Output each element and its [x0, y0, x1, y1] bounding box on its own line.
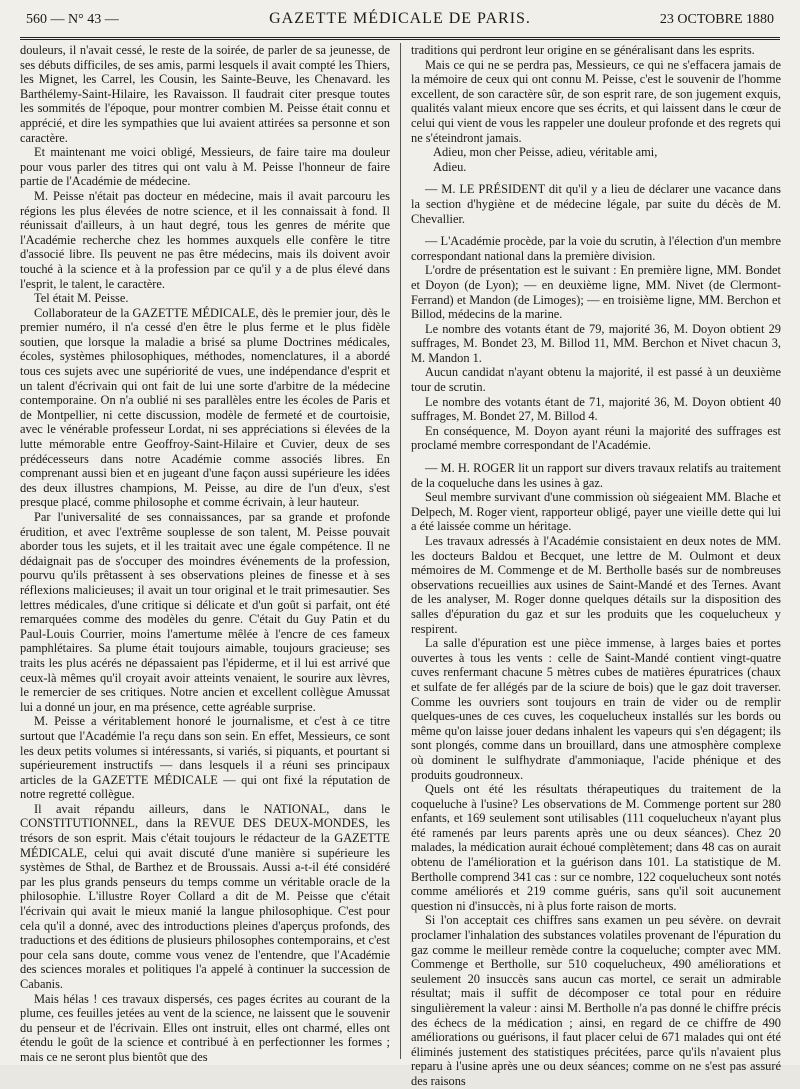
paragraph: Tel était M. Peisse. — [34, 291, 129, 306]
farewell-line: Adieu, mon cher Peisse, adieu, véritable ami, — [433, 145, 658, 160]
paragraph: Les travaux adressés à l'Académie consistaient en deux notes de MM. les docteurs Baldou et Becquet, une lettre de M. Oulmont et deux mémoires de M. Commenge et de M. Bertholle basés sur de nombreuses observations recueillies aux usines de Saint-Mandé et des Ternes. Avant de les analyser, M. Roger donne quelques détails sur la disposition des salles d'épuration du gaz et sur les produits que les coquelucheux y respirent. — [411, 534, 781, 636]
paragraph: Par l'universalité de ses connaissances, par sa grande et profonde érudition, et avec l'extrême souplesse de son talent, M. Peisse pouvait aborder tous les sujets, et il les traitait avec une égale compétence. Il ne dédaignait pas de s'occuper des moindres événements de la profession, pourvu qu'ils prêtassent à ses observations pleines de finesse et à ses réflexions malicieuses; il avait un tour original et le trait primesautier. Ses lettres médicales, d'une critique si délicate et d'un goût si parfait, ont été remarquées comme des modèles du genre. C'était du Guy Patin et du Paul-Louis Courrier, moins l'amertume mêlée à l'encre de ces fameux pamphlétaires. Sa plume était toujours aimable, toujours gracieuse; ses traits les plus acérés ne dépassaient pas l'épiderme, et il lui est arrivé que ceux-là mêmes qu'il croyait avoir atteints venaient, le sourire aux lèvres, le remercier de ses critiques. Notre ancien et excellent collègue Amussat lui a donné un jour, en ma présence, cette agréable surprise. — [20, 510, 390, 714]
paragraph: — M. H. ROGER lit un rapport sur divers travaux relatifs au traitement de la coqueluche dans les usines à gaz. — [411, 461, 781, 490]
paragraph: M. Peisse n'était pas docteur en médecine, mais il avait parcouru les régions les plus élevées de notre science, et il les connaissait à fond. Il réunissait d'ailleurs, à un haut degré, tous les genres de mérite que l'Académie recherche chez les hommes auxquels elle confère le titre d'associé libre. Ils peuvent ne pas être médecins, mais ils doivent avoir touché à la science et à la profession par ce qu'il y a de plus élevé dans l'esprit, le talent, le caractère. — [20, 188, 390, 291]
page-number: 560 — N° 43 — — [26, 12, 119, 27]
page-header — [26, 8, 774, 34]
paragraph: En conséquence, M. Doyon ayant réuni la majorité des suffrages est proclamé membre correspondant de l'Académie. — [411, 423, 781, 453]
column-divider — [400, 43, 401, 1059]
paragraph: Le nombre des votants étant de 79, majorité 36, M. Doyon obtient 29 suffrages, M. Bondet 23, M. Billod 11, MM. Berchon et Nivet chacun 3, M. Mandon 1. — [411, 321, 781, 365]
left-column — [20, 43, 390, 1064]
right-column — [411, 43, 781, 1088]
paragraph: — M. LE PRÉSIDENT dit qu'il y a lieu de déclarer une vacance dans la section d'hygiène et de médecine légale, par suite du décès de M. Chevallier. — [411, 182, 781, 226]
paragraph: — L'Académie procède, par la voie du scrutin, à l'élection d'un membre correspondant national dans la première division. — [411, 234, 781, 263]
paragraph: L'ordre de présentation est le suivant : En première ligne, MM. Bondet et Doyon (de Lyon); — en deuxième ligne, MM. Nivet (de Clermont-Ferrand) et Mandon (de Limoges); — en troisième ligne, MM. Berchon et Billod, médecins de la marine. — [411, 263, 781, 322]
paragraph: La salle d'épuration est une pièce immense, à larges baies et portes ouvertes à tous les vents : celle de Saint-Mandé contient vingt-quatre cuves renfermant chacune 5 mètres cubes de matières épuratrices (chaux et sulfate de fer allégés par de la sciure de bois) que le gaz doit traverser. Comme les ouvriers sont toujours en train de vider ou de remplir quelques-unes de ces cuves, les coquelucheux installés sur les bords ou même qu'on laisse jouer dedans inhalent les vapeurs qui s'en dégagent; ils sont plongés, comme dans un brouillard, dans une atmosphère complexe où dominent le sulfhydrate d'ammoniaque, l'acide phénique et des produits goudronneux. — [411, 636, 781, 782]
paragraph: douleurs, il n'avait cessé, le reste de la soirée, de parler de sa jeunesse, de ses débuts difficiles, de ses amis, parmi lesquels il avait compté les Thiers, les Mignet, les Carrel, les Cousin, les Sainte-Beuve, les Chenavard. les Barthélemy-Saint-Hilaire, les Ravaisson. Il faudrait citer presque toutes les sommités de l'époque, pour montrer combien M. Peisse était connu et apprécié, et dire les sympathies que lui avaient attirées sa personne et son caractère. — [20, 43, 390, 145]
paragraph: Mais ce qui ne se perdra pas, Messieurs, ce qui ne s'effacera jamais de la mémoire de ceux qui ont connu M. Peisse, c'est le souvenir de l'homme excellent, de son caractère sûr, de son esprit rare, de son jugement exquis, qualités valant mieux encore que ses écrits, et qui laissent dans le cœur de celui qui vient de vous les rappeler une douleur profonde et des regrets qui ne s'éteindront jamais. — [411, 57, 781, 145]
issue-date: 23 OCTOBRE 1880 — [659, 12, 774, 27]
paragraph: Seul membre survivant d'une commission où siégeaient MM. Blache et Delpech, M. Roger vient, rapporteur obligé, payer une vieille dette qui lui a été laissée comme un héritage. — [411, 490, 781, 534]
paragraph: Si l'on acceptait ces chiffres sans examen un peu sévère. on devrait proclamer l'inhalation des substances volatiles provenant de l'épuration du gaz comme le meilleur remède contre la coqueluche; compter avec MM. Commenge et Bertholle, sur 510 coquelucheux, 490 améliorations et seulement 20 insuccès sans aucun cas mortel, ce serait un admirable résultat; mais il suffit de décomposer ce total pour en réduire singulièrement la valeur : ainsi M. Bertholle n'a pas donné le chiffre précis des échecs de la médication ; ainsi, en regard de ce chiffre de 490 améliorations ou guérisons, il faut placer celui de 671 malades qui ont été éliminés justement des statistiques précitées, parce qu'ils n'avaient plus reparu à l'usine après une ou deux séances; comme on ne s'est pas assuré des raisons — [411, 913, 781, 1088]
paragraph: Le nombre des votants étant de 71, majorité 36, M. Doyon obtient 40 suffrages, M. Bondet 27, M. Billod 4. — [411, 394, 781, 424]
paragraph: Il avait répandu ailleurs, dans le NATIONAL, dans le CONSTITUTIONNEL, dans la REVUE DES DEUX-MONDES, les trésors de son esprit. Mais c'était toujours le rédacteur de la GAZETTE MÉDICALE, celui qui avait discuté d'une manière si supérieure les systèmes de Sthal, de Barthez et de Broussais. Aussi a-t-il été considéré par les plus grands penseurs du temps comme un véritable oracle de la philosophie. L'illustre Royer Collard a dit de M. Peisse que c'était l'écrivain qui avait le mieux manié la langue philosophique. C'est pour cela qu'il a donné, avec des introductions pleines d'aperçus profonds, des traductions et des éditions de plusieurs philosophes contemporains, et c'est pour cela sans doute, comme vous venez de l'entendre, que l'Académie des sciences morales et politiques l'a appelé à continuer la succession de Cabanis. — [20, 801, 390, 991]
header-rule — [20, 37, 780, 40]
paragraph: Collaborateur de la GAZETTE MÉDICALE, dès le premier jour, dès le premier numéro, il n'a cessé d'en être le plus ferme et le plus fidèle soutien, que lorsque la maladie a brisé sa plume Doctrines médicales, écoles, systèmes philosophiques, méthodes, nomenclatures, il a abordé tous ces sujets avec une supériorité de vues, une indépendance d'esprit et un talent d'écrivain qui ont fait de lui une sorte d'arbitre de la médecine contemporaine. On n'a oublié ni ses parallèles entre les écoles de Paris et de Montpellier, ni cette discussion, modèle de fermeté et de courtoisie, avec le vénérable professeur Lordat, ni ses appréciations si élevées de la lutte mémorable entre Geoffroy-Saint-Hilaire et Cuvier, deux de ses prédécesseurs dans notre Académie comme associés libres. En comprenant aussi bien et en jugeant d'une façon aussi supérieure les idées des deux illustres champions, M. Peisse, au dire de l'un d'eux, s'est presque placé, comme philosophe et comme écrivain, à leur hauteur. — [20, 305, 390, 510]
paragraph: traditions qui perdront leur origine en se généralisant dans les esprits. — [411, 43, 755, 57]
paragraph: Et maintenant me voici obligé, Messieurs, de faire taire ma douleur pour vous parler des titres qui ont valu à M. Peisse l'honneur de faire partie de l'Académie de médecine. — [20, 145, 390, 189]
paragraph: Aucun candidat n'ayant obtenu la majorité, il est passé à un deuxième tour de scrutin. — [411, 365, 781, 395]
journal-title: GAZETTE MÉDICALE DE PARIS. — [269, 10, 531, 27]
farewell-line: Adieu. — [433, 159, 467, 174]
paragraph: M. Peisse a véritablement honoré le journalisme, et c'est à ce titre surtout que l'Académie l'a reçu dans son sein. En effet, Messieurs, ce sont les deux petits volumes si intéressants, si variés, si piquants, et pourtant si supérieurement instructifs — dans lesquels il a réuni ses principaux articles de la GAZETTE MÉDICALE — qui ont fixé la réputation de notre regretté collègue. — [20, 714, 390, 802]
paragraph: Quels ont été les résultats thérapeutiques du traitement de la coqueluche à l'usine? Les observations de M. Commenge portent sur 280 enfants, et 169 seulement sont utilisables (111 coquelucheux n'ayant plus été ramenés par leurs parents après une ou deux séances). Chez 20 malades, la médication aurait échoué complètement; dans 48 cas on aurait obtenu de l'amélioration et la guérison dans 101. La statistique de M. Bertholle comprend 341 cas : sur ce nombre, 122 coquelucheux sont notés comme améliorés et 219 comme guéris, sans qu'il soit aucunement question ni d'insuccès, ni à plus forte raison de morts. — [411, 782, 781, 913]
paragraph: Mais hélas ! ces travaux dispersés, ces pages écrites au courant de la plume, ces feuilles jetées au vent de la science, ne laissent que le souvenir du penseur et de l'écrivain. Elles ont instruit, elles ont charmé, elles ont étendu le goût de la science et contribué à en perfectionner les formes ; mais ce ne seront plus bientôt que des — [20, 991, 390, 1064]
